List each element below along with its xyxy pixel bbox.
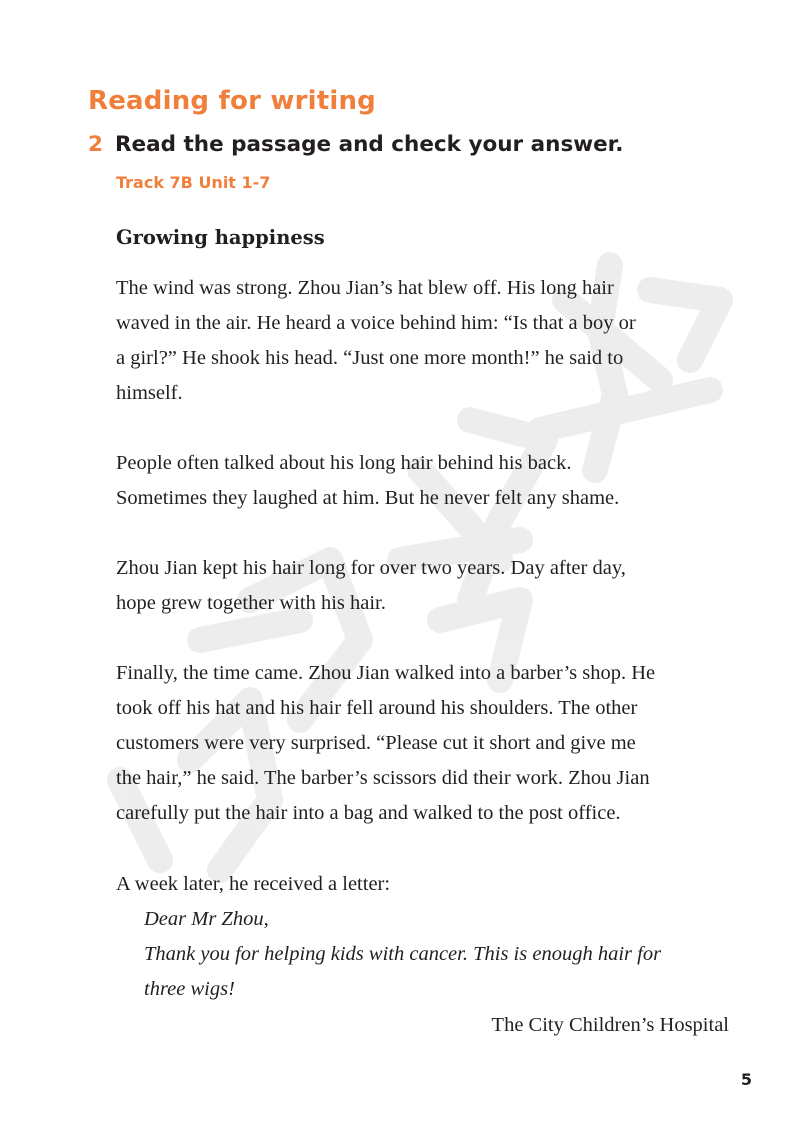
text-line: the hair,” he said. The barber’s scissors did their work. Zhou Jian <box>116 767 650 789</box>
letter-line: three wigs! <box>144 978 235 1000</box>
letter-signature: The City Children’s Hospital <box>491 1014 729 1036</box>
text-line: Zhou Jian kept his hair long for over two years. Day after day, <box>116 557 626 579</box>
story-title: Growing happiness <box>116 226 325 249</box>
text-line: carefully put the hair into a bag and walked to the post office. <box>116 802 621 824</box>
story-paragraph <box>116 867 390 902</box>
story-paragraph <box>116 656 655 831</box>
text-line: customers were very surprised. “Please cut it short and give me <box>116 732 636 754</box>
task-instruction <box>88 132 623 157</box>
text-line: Sometimes they laughed at him. But he never felt any shame. <box>116 487 620 509</box>
letter-body <box>144 902 661 1007</box>
letter-greeting: Dear Mr Zhou, <box>144 908 269 930</box>
story-paragraph <box>116 446 619 516</box>
text-line: People often talked about his long hair behind his back. <box>116 452 572 474</box>
page-number: 5 <box>740 1070 752 1089</box>
task-text: Read the passage and check your answer. <box>114 132 624 157</box>
text-line: The wind was strong. Zhou Jian’s hat blew off. His long hair <box>116 277 614 299</box>
story-paragraph <box>116 551 626 621</box>
story-paragraph <box>116 271 636 411</box>
text-line: took off his hat and his hair fell around his shoulders. The other <box>116 697 638 719</box>
text-line: himself. <box>116 382 183 404</box>
text-line: A week later, he received a letter: <box>116 873 391 895</box>
task-number: 2 <box>88 132 103 157</box>
text-line: a girl?” He shook his head. “Just one more month!” he said to <box>116 347 624 369</box>
text-line: hope grew together with his hair. <box>116 592 386 614</box>
text-line: Finally, the time came. Zhou Jian walked into a barber’s shop. He <box>116 662 656 684</box>
section-heading: Reading for writing <box>88 86 376 116</box>
letter-line: Thank you for helping kids with cancer. This is enough hair for <box>144 943 662 965</box>
text-line: waved in the air. He heard a voice behind him: “Is that a boy or <box>116 312 636 334</box>
audio-track-label: Track 7B Unit 1-7 <box>116 173 271 192</box>
